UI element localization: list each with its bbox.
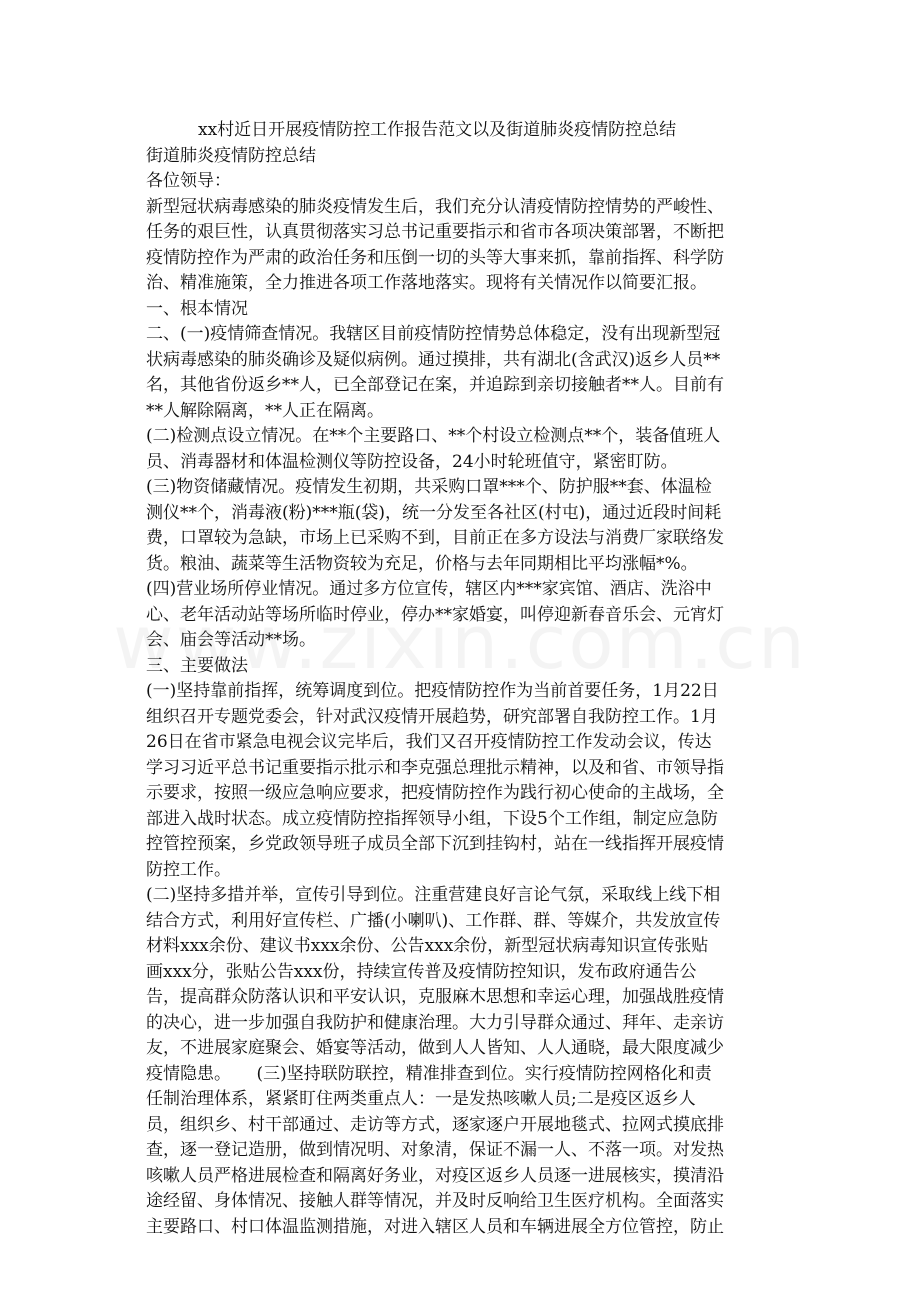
- text-line: 的决心，进一步加强自我防护和健康治理。大力引导群众通过、拜年、走亲访: [146, 1012, 724, 1033]
- text-line: 学习习近平总书记重要指示批示和李克强总理批示精神，以及和省、市领导指: [146, 757, 724, 778]
- document-body: [146, 118, 778, 1240]
- text-line: 费，口罩较为急缺，市场上已采购不到，目前正在多方设法与消费厂家联络发: [146, 528, 724, 548]
- text-line: 告，提高群众防落认识和平安认识，克服麻木思想和幸运心理，加强战胜疫情: [146, 987, 724, 1007]
- text-line: 防控工作。: [146, 859, 231, 880]
- text-line: 部进入战时状态。成立疫情防控指挥领导小组，下设5个工作组，制定应急防: [146, 808, 718, 829]
- text-line: 一、根本情况: [146, 298, 248, 319]
- text-line: 控管控预案，乡党政领导班子成员全部下沉到挂钩村，站在一线指挥开展疫情: [146, 834, 724, 854]
- text-line: 会、庙会等活动**场。: [146, 630, 316, 650]
- text-line: 二、(一)疫情筛查情况。我辖区目前疫情防控情势总体稳定，没有出现新型冠: [146, 324, 721, 344]
- text-line: (二)坚持多措并举，宣传引导到位。注重营建良好言论气氛，采取线上线下相: [146, 885, 721, 905]
- text-line: 街道肺炎疫情防控总结: [146, 145, 316, 166]
- text-line: 26日在省市紧急电视会议完毕后，我们又召开疫情防控工作发动会议，传达: [146, 732, 712, 752]
- text-line: 任务的艰巨性，认真贯彻落实习总书记重要指示和省市各项决策部署，不断把: [146, 222, 724, 242]
- text-line: 途经留、身体情况、接触人群等情况，并及时反响给卫生医疗机构。全面落实: [146, 1191, 724, 1211]
- text-line: 咳嗽人员严格进展检查和隔离好务业，对疫区返乡人员逐一进展核实，摸清沿: [146, 1165, 724, 1186]
- document-text: [146, 144, 778, 1241]
- text-line: 心、老年活动站等场所临时停业，停办**家婚宴，叫停迎新春音乐会、元宵灯: [146, 604, 724, 625]
- text-line: 画xxx分，张贴公告xxx份，持续宣传普及疫情防控知识，发布政府通告公: [146, 961, 697, 982]
- text-line: 任制治理体系，紧紧盯住两类重点人：一是发热咳嗽人员;二是疫区返乡人: [146, 1089, 696, 1109]
- text-line: 友，不进展家庭聚会、婚宴等活动，做到人人皆知、人人通晓，最大限度减少: [146, 1038, 724, 1058]
- text-line: 组织召开专题党委会，针对武汉疫情开展趋势，研究部署自我防控工作。1月: [146, 706, 718, 727]
- text-line: (一)坚持靠前指挥，统筹调度到位。把疫情防控作为当前首要任务，1月22日: [146, 681, 719, 701]
- text-line: 三、主要做法: [146, 655, 248, 676]
- document-title: xx村近日开展疫情防控工作报告范文以及街道肺炎疫情防控总结: [198, 120, 677, 140]
- text-line: 员、消毒器材和体温检测仪等防控设备，24小时轮班值守，紧密盯防。: [146, 451, 678, 472]
- text-line: 主要路口、村口体温监测措施，对进入辖区人员和车辆进展全方位管控，防止: [146, 1216, 724, 1237]
- text-line: 员，组织乡、村干部通过、走访等方式，逐家逐户开展地毯式、拉网式摸底排: [146, 1114, 724, 1135]
- text-line: 名，其他省份返乡**人，已全部登记在案，并追踪到亲切接触者**人。目前有: [146, 375, 724, 395]
- text-line: (三)物资储藏情况。疫情发生初期，共采购口罩***个、防护服**套、体温检: [146, 477, 712, 497]
- text-line: 测仪**个，消毒液(粉)***瓶(袋)，统一分发至各社区(村屯)，通过近段时间耗: [146, 502, 722, 523]
- text-line: 状病毒感染的肺炎确诊及疑似病例。通过摸排，共有湖北(含武汉)返乡人员**: [146, 349, 721, 370]
- text-line: (四)营业场所停业情况。通过多方位宣传，辖区内***家宾馆、酒店、洗浴中: [146, 579, 712, 599]
- text-line: 材料xxx余份、建议书xxx余份、公告xxx余份，新型冠状病毒知识宣传张贴: [146, 936, 709, 956]
- text-line: 各位领导：: [146, 171, 231, 191]
- text-line: 示要求，按照一级应急响应要求，把疫情防控作为践行初心使命的主战场，全: [146, 783, 724, 803]
- text-line: 治、精准施策，全力推进各项工作落地落实。现将有关情况作以简要汇报。: [146, 273, 707, 293]
- text-line: 疫情隐患。 (三)坚持联防联控，精准排查到位。实行疫情防控网格化和责: [146, 1063, 712, 1084]
- text-line: 货。粮油、蔬菜等生活物资较为充足，价格与去年同期相比平均涨幅*%。: [146, 553, 698, 574]
- text-line: (二)检测点设立情况。在**个主要路口、**个村设立检测点**个，装备值班人: [146, 426, 721, 446]
- text-line: 疫情防控作为严肃的政治任务和压倒一切的头等大事来抓，靠前指挥、科学防: [146, 247, 724, 268]
- text-line: 查，逐一登记造册，做到情况明、对象清，保证不漏一人、不落一项。对发热: [146, 1140, 724, 1160]
- text-line: 结合方式，利用好宣传栏、广播(小喇叭)、工作群、群、等媒介，共发放宣传: [146, 910, 721, 931]
- text-line: **人解除隔离，**人正在隔离。: [146, 400, 384, 421]
- text-line: 新型冠状病毒感染的肺炎疫情发生后，我们充分认清疫情防控情势的严峻性、: [146, 196, 724, 217]
